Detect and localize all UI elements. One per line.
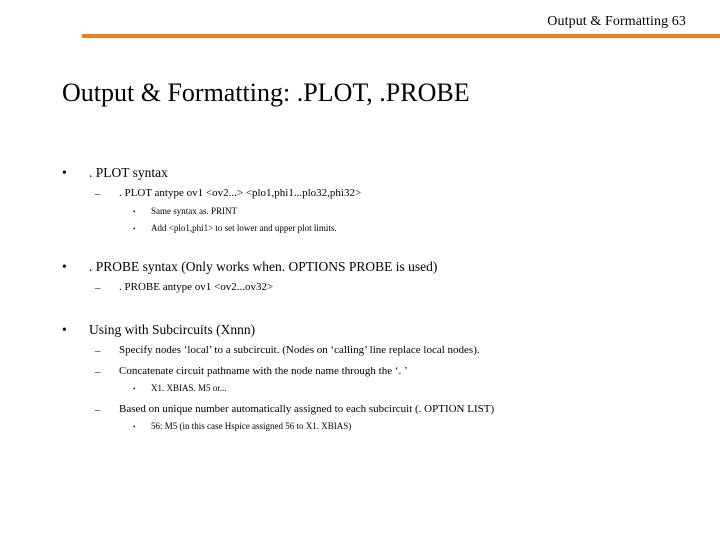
dash-marker: –	[95, 188, 101, 200]
dash-marker: –	[95, 404, 101, 416]
subcircuit-point-3: Based on unique number automatically assigned to each subcircuit (. OPTION LIST)	[119, 403, 495, 415]
subcircuit-heading: Using with Subcircuits (Xnnn)	[89, 322, 256, 337]
subcircuit-point-3-example: 56: M5 (in this case Hspice assigned 56 to X1. XBIAS)	[151, 421, 352, 431]
probe-syntax: . PROBE antype ov1 <ov2...ov32>	[119, 281, 274, 293]
bullet-marker: •	[133, 385, 136, 393]
bullet-marker: •	[62, 259, 67, 274]
plot-note-1: Same syntax as. PRINT	[151, 206, 237, 216]
subcircuit-point-1: Specify nodes ‘local’ to a subcircuit. (Nodes on ‘calling’ line replace local nodes).	[119, 344, 480, 356]
subcircuit-point-2-example: X1. XBIAS. M5 or...	[151, 383, 227, 393]
bullet-marker: •	[62, 322, 67, 337]
slide-number-header: Output & Formatting 63	[547, 14, 686, 29]
header-orange-rule	[82, 34, 720, 38]
bullet-marker: •	[133, 225, 136, 233]
dash-marker: –	[95, 366, 101, 378]
plot-heading: . PLOT syntax	[89, 165, 168, 180]
bullet-marker: •	[133, 423, 136, 431]
bullet-marker: •	[133, 208, 136, 216]
slide-title: Output & Formatting: .PLOT, .PROBE	[62, 78, 470, 107]
plot-syntax: . PLOT antype ov1 <ov2...> <plo1,phi1...plo32,phi32>	[119, 187, 362, 199]
plot-note-2: Add <plo1,phi1> to set lower and upper plot limits.	[151, 223, 337, 233]
probe-heading: . PROBE syntax (Only works when. OPTIONS PROBE is used)	[89, 259, 438, 274]
dash-marker: –	[95, 282, 101, 294]
subcircuit-point-2: Concatenate circuit pathname with the node name through the ‘. ’	[119, 365, 408, 377]
dash-marker: –	[95, 345, 101, 357]
bullet-marker: •	[62, 165, 67, 180]
